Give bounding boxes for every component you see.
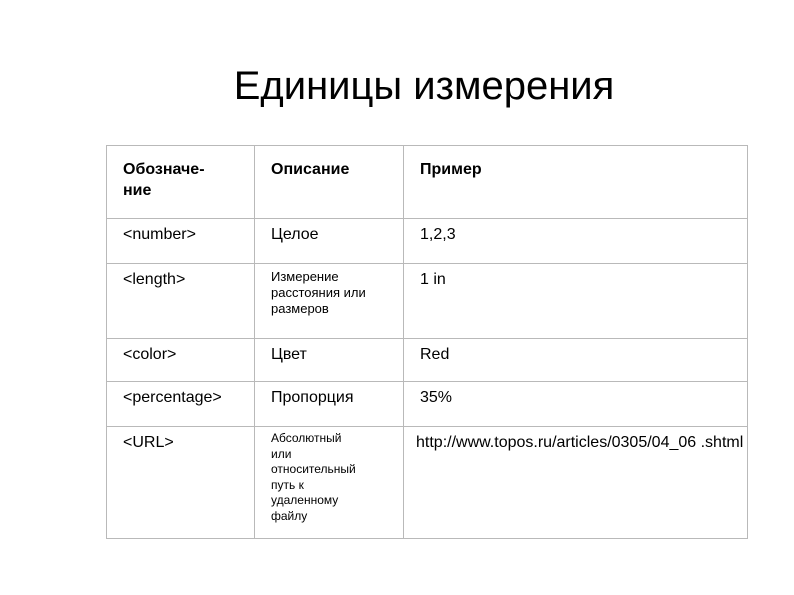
table-cell — [255, 264, 404, 339]
table-row — [107, 427, 748, 539]
table-cell — [107, 427, 255, 539]
table-cell — [404, 427, 748, 539]
table-cell — [255, 219, 404, 264]
header-designation: Обозначе- ние — [123, 161, 205, 199]
table-cell — [107, 339, 255, 382]
row-description: Абсолютный или относительный путь к удаленному файлу — [271, 431, 356, 523]
row-example: 35% — [420, 389, 453, 406]
row-description: Цвет — [271, 346, 307, 363]
row-example: 1,2,3 — [420, 226, 456, 243]
row-designation: <number> — [123, 226, 196, 243]
row-example: Red — [420, 346, 450, 363]
header-cell-designation — [107, 146, 255, 219]
table-cell — [404, 264, 748, 339]
table-row — [107, 219, 748, 264]
row-designation: <color> — [123, 346, 177, 363]
row-description: Измерение расстояния или размеров — [271, 269, 366, 316]
row-example: 1 in — [420, 271, 446, 288]
table-cell — [255, 427, 404, 539]
row-designation: <URL> — [123, 434, 174, 451]
page-title: Единицы измерения — [233, 64, 615, 108]
row-example: http://www.topos.ru/articles/0305/04_06 .shtml — [416, 434, 744, 451]
table-header-row — [107, 146, 748, 219]
table-row — [107, 382, 748, 427]
table-cell — [107, 382, 255, 427]
table-cell — [255, 339, 404, 382]
table-cell — [107, 264, 255, 339]
header-cell-description — [255, 146, 404, 219]
row-description: Пропорция — [271, 389, 354, 406]
table-cell — [404, 339, 748, 382]
header-description: Описание — [271, 161, 350, 178]
header-cell-example — [404, 146, 748, 219]
table-cell — [255, 382, 404, 427]
table-cell — [404, 219, 748, 264]
header-example: Пример — [420, 161, 482, 178]
row-designation: <length> — [123, 271, 186, 288]
row-designation: <percentage> — [123, 389, 222, 406]
table-cell — [107, 219, 255, 264]
table-cell — [404, 382, 748, 427]
table-row — [107, 339, 748, 382]
table-row — [107, 264, 748, 339]
units-table — [106, 145, 748, 539]
row-description: Целое — [271, 226, 319, 243]
